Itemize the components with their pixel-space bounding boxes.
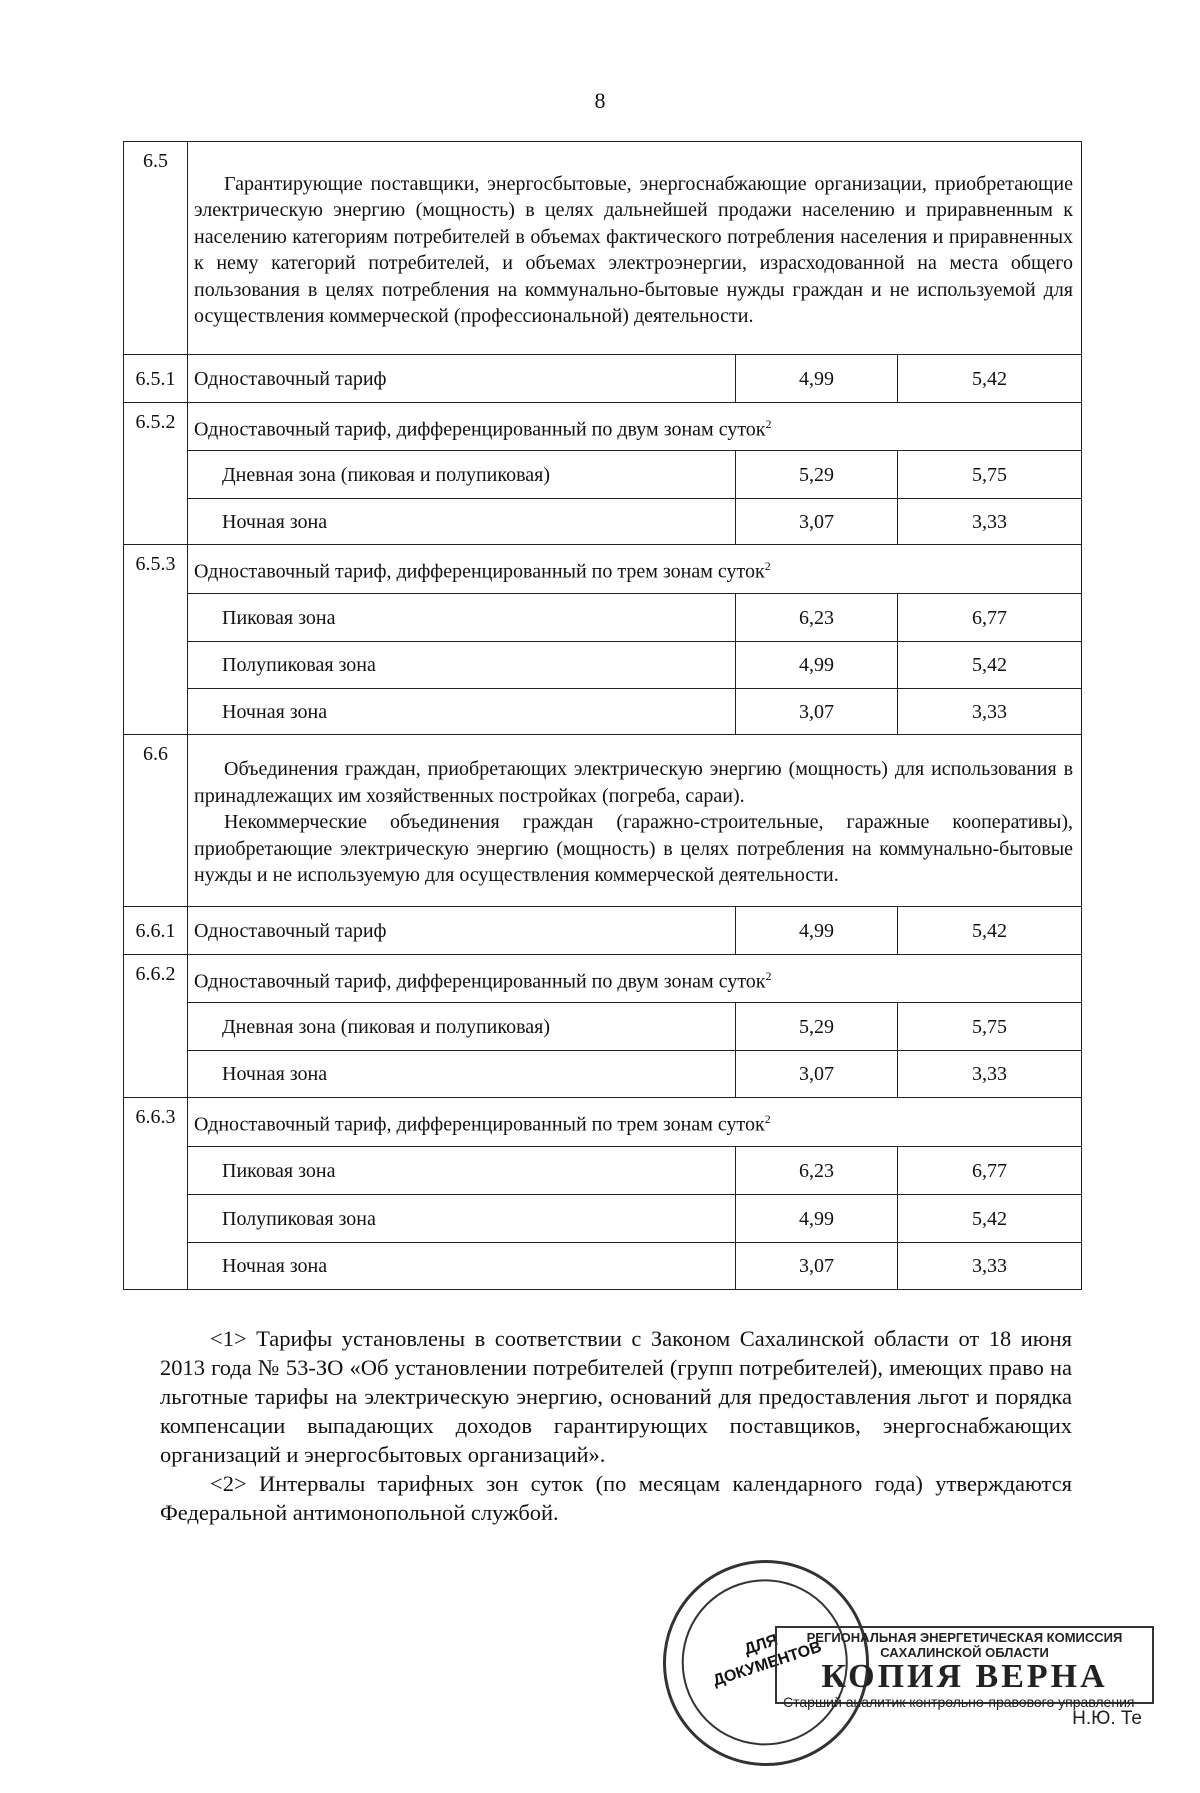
tariff-value-2: 5,75	[898, 451, 1082, 499]
tariff-value-2: 3,33	[898, 499, 1082, 545]
table-row	[124, 142, 1082, 355]
table-row	[124, 1195, 1082, 1243]
zone-label: Пиковая зона	[188, 1147, 736, 1195]
footnote-ref: 2	[764, 1112, 771, 1127]
table-row	[124, 735, 1082, 907]
tariff-value-2: 5,42	[898, 907, 1082, 955]
tariff-value-2: 6,77	[898, 1147, 1082, 1195]
category-description	[188, 735, 1082, 907]
tariff-table	[123, 141, 1082, 1290]
tariff-value-2: 5,42	[898, 355, 1082, 403]
tariff-group-label	[188, 1098, 1082, 1147]
table-row	[124, 499, 1082, 545]
tariff-value-1: 4,99	[736, 355, 898, 403]
row-number: 6.5.2	[124, 403, 188, 545]
stamp-title: КОПИЯ ВЕРНА	[821, 1658, 1108, 1695]
tariff-value-1: 6,23	[736, 594, 898, 642]
row-number: 6.6	[124, 735, 188, 907]
category-text: Объединения граждан, приобретающих электрическую энергию (мощность) для использования в принадлежащих им хозяйственных постройках (погреба, сараи).	[194, 758, 1074, 807]
table-row	[124, 355, 1082, 403]
row-number: 6.6.1	[124, 907, 188, 955]
footnote-2: <2> Интервалы тарифных зон суток (по месяцам календарного года) утверждаются Федеральной антимонопольной службой.	[160, 1471, 1072, 1525]
zone-label: Ночная зона	[188, 499, 736, 545]
tariff-group-label	[188, 545, 1082, 594]
tariff-value-2: 6,77	[898, 594, 1082, 642]
tariff-group-label	[188, 955, 1082, 1003]
table-row	[124, 907, 1082, 955]
footnote-ref: 2	[765, 416, 772, 431]
category-text: Некоммерческие объединения граждан (гаражно-строительные, гаражные кооперативы), приобретающие электрическую энергию (мощность) в целях потребления на коммунально-бытовые нужды и не используемую для осуществления коммерческой деятельности.	[194, 811, 1074, 887]
table-row	[124, 1003, 1082, 1051]
tariff-value-1: 3,07	[736, 499, 898, 545]
table-row	[124, 1243, 1082, 1290]
stamp-position: Старший аналитик контрольно-правового управления	[783, 1694, 1135, 1710]
tariff-group-label	[188, 403, 1082, 451]
round-seal-text: ДЛЯ ДОКУМЕНТОВ	[711, 1631, 824, 1690]
zone-label: Ночная зона	[188, 1243, 736, 1290]
page-number: 8	[594, 88, 606, 113]
tariff-value-2: 5,42	[898, 1195, 1082, 1243]
tariff-value-2: 3,33	[898, 1051, 1082, 1098]
tariff-value-2: 3,33	[898, 1243, 1082, 1290]
tariff-value-1: 3,07	[736, 689, 898, 735]
table-row	[124, 451, 1082, 499]
row-number: 6.6.3	[124, 1098, 188, 1290]
tariff-value-1: 5,29	[736, 451, 898, 499]
footnotes	[160, 1324, 1072, 1527]
tariff-value-1: 5,29	[736, 1003, 898, 1051]
tariff-group-text: Одноставочный тариф, дифференцированный по трем зонам суток	[194, 1113, 765, 1136]
table-row	[124, 594, 1082, 642]
category-description	[188, 142, 1082, 355]
tariff-value-1: 3,07	[736, 1051, 898, 1098]
footnote-ref: 2	[765, 968, 772, 983]
tariff-value-1: 4,99	[736, 907, 898, 955]
table-row	[124, 1147, 1082, 1195]
certification-stamp	[775, 1626, 1154, 1729]
zone-label: Ночная зона	[188, 689, 736, 735]
stamp-signatory-name: Н.Ю. Те	[1072, 1708, 1142, 1729]
tariff-group-text: Одноставочный тариф, дифференцированный по двум зонам суток	[194, 418, 766, 441]
row-number: 6.5	[124, 142, 188, 355]
row-number: 6.6.2	[124, 955, 188, 1098]
table-row	[124, 545, 1082, 594]
row-number: 6.5.1	[124, 355, 188, 403]
tariff-value-1: 6,23	[736, 1147, 898, 1195]
tariff-value-1: 3,07	[736, 1243, 898, 1290]
table-row	[124, 403, 1082, 451]
tariff-label: Одноставочный тариф	[188, 907, 736, 955]
tariff-value-2: 3,33	[898, 689, 1082, 735]
zone-label: Дневная зона (пиковая и полупиковая)	[188, 1003, 736, 1051]
table-row	[124, 642, 1082, 689]
category-text: Гарантирующие поставщики, энергосбытовые, энергоснабжающие организации, приобретающие электрическую энергию (мощность) в целях дальнейшей продажи населению и приравненным к населению категориям потребителей в объемах фактического потребления населения и приравненных к нему категорий потребителей, и объемах электроэнергии, израсходованной на места общего пользования в целях потребления на коммунально-бытовые нужды граждан и не используемой для осуществления коммерческой (профессиональной) деятельности.	[194, 172, 1074, 327]
row-number: 6.5.3	[124, 545, 188, 735]
stamp-organization: РЕГИОНАЛЬНАЯ ЭНЕРГЕТИЧЕСКАЯ КОМИССИЯ САХАЛИНСКОЙ ОБЛАСТИ	[806, 1630, 1123, 1660]
footnote-ref: 2	[764, 559, 771, 574]
footnote-1: <1> Тарифы установлены в соответствии с Законом Сахалинской области от 18 июня 2013 года № 53-ЗО «Об установлении потребителей (групп потребителей), имеющих право на льготные тарифы на электрическую энергию, оснований для предоставления льгот и порядка компенсации выпадающих доходов гарантирующих поставщиков, энергоснабжающих организаций и энергосбытовых организаций».	[160, 1326, 1072, 1467]
table-row	[124, 1098, 1082, 1147]
table-row	[124, 689, 1082, 735]
zone-label: Полупиковая зона	[188, 642, 736, 689]
zone-label: Пиковая зона	[188, 594, 736, 642]
tariff-value-1: 4,99	[736, 1195, 898, 1243]
table-row	[124, 1051, 1082, 1098]
tariff-group-text: Одноставочный тариф, дифференцированный по трем зонам суток	[194, 560, 765, 583]
table-row	[124, 955, 1082, 1003]
zone-label: Ночная зона	[188, 1051, 736, 1098]
zone-label: Полупиковая зона	[188, 1195, 736, 1243]
tariff-value-1: 4,99	[736, 642, 898, 689]
tariff-value-2: 5,75	[898, 1003, 1082, 1051]
tariff-group-text: Одноставочный тариф, дифференцированный по двум зонам суток	[194, 970, 766, 993]
zone-label: Дневная зона (пиковая и полупиковая)	[188, 451, 736, 499]
tariff-value-2: 5,42	[898, 642, 1082, 689]
tariff-label: Одноставочный тариф	[188, 355, 736, 403]
